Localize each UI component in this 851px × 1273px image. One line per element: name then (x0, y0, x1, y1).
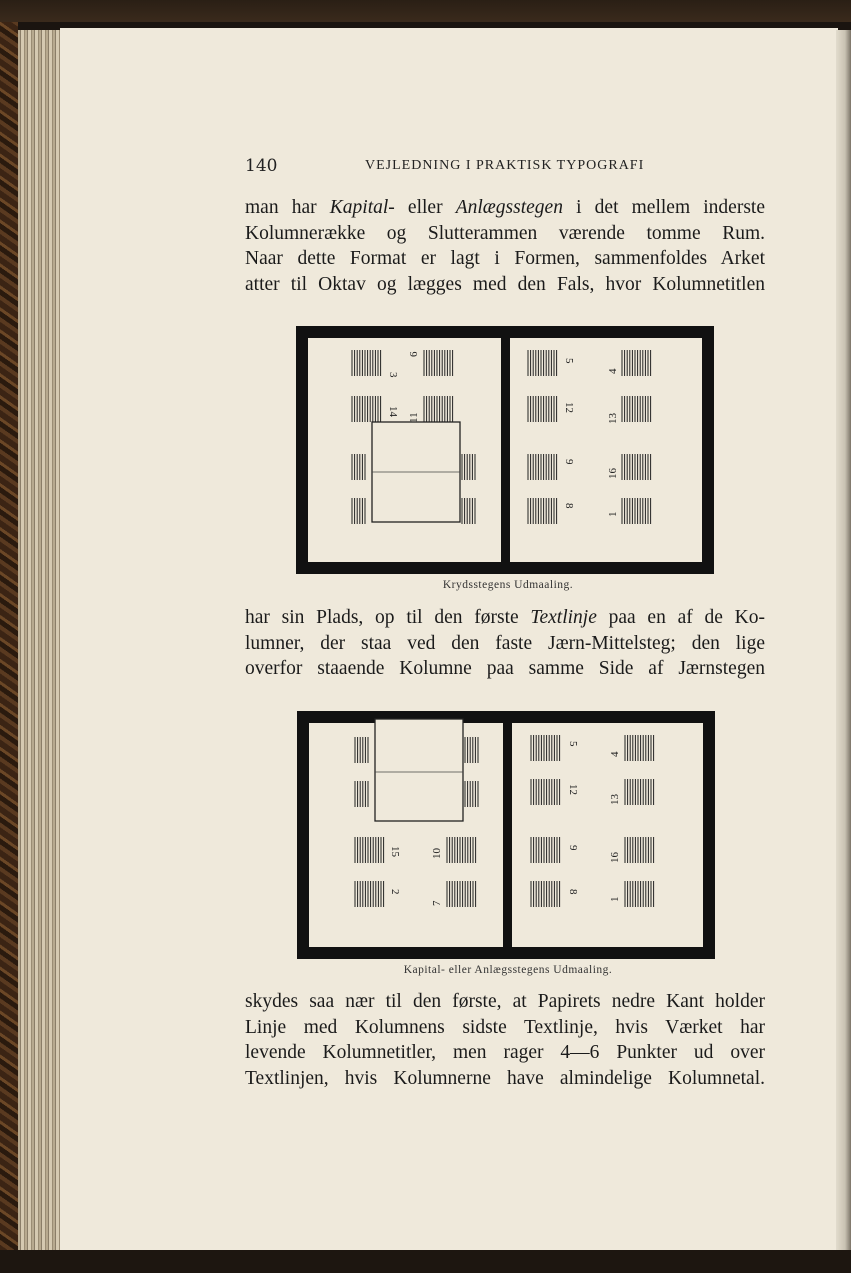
page-number-12: 12 (567, 784, 579, 795)
paragraph-3-line-4: Textlinjen, hvis Kolumnerne have almindelige Kolumnetal. (245, 1067, 765, 1089)
paragraph-1 (245, 195, 765, 297)
paragraph-3-line-2: Linje med Kolumnens sidste Textlinje, hvis Værket har (245, 1016, 765, 1038)
page-number-10: 10 (431, 848, 443, 859)
page-number-3: 3 (387, 372, 399, 378)
page-number-4: 4 (607, 368, 619, 374)
frame-left-bar (297, 711, 309, 959)
paragraph-1-line-4: atter til Oktav og lægges med den Fals, hvor Kolumnetitlen (245, 273, 765, 295)
page-number-6: 6 (408, 351, 420, 357)
page-number-9: 9 (567, 845, 579, 851)
frame-right-bar (703, 711, 715, 959)
page-number-8: 8 (563, 503, 575, 509)
right-column-lines-2 (531, 735, 654, 907)
book-cover-top (0, 0, 851, 22)
book-cover-bottom (0, 1250, 851, 1273)
frame-left-bar (296, 326, 308, 574)
paragraph-3-line-3: levende Kolumnetitler, men rager 4—6 Punkter ud over (245, 1042, 765, 1063)
paragraph-2-line-2: lumner, der staa ved den faste Jærn-Mittelsteg; den lige (245, 632, 765, 654)
frame-center-bar (503, 711, 512, 959)
paragraph-1-line-3: Naar dette Format er lagt i Formen, sammenfoldes Arket (245, 248, 765, 269)
figure-kryds-diagram (296, 326, 714, 574)
page-number-7: 7 (431, 900, 443, 906)
left-column-lines (352, 350, 475, 524)
paragraph-3 (245, 989, 765, 1091)
page-stack-edge (18, 30, 62, 1252)
paragraph-1-line-2: Kolumnerække og Slutterammen værende tomme Rum. (245, 222, 765, 244)
page-number-12: 12 (563, 402, 575, 413)
page-number-13: 13 (607, 413, 619, 424)
figure-2-caption: Kapital- eller Anlægsstegens Udmaaling. (403, 964, 613, 976)
page-number-1: 1 (609, 896, 621, 902)
page-number-1: 1 (607, 511, 619, 517)
page-number-15: 15 (389, 846, 401, 857)
page-number-5: 5 (567, 741, 579, 747)
page-number-2: 2 (389, 889, 401, 895)
paragraph-2 (245, 605, 765, 682)
page-number-16: 16 (607, 468, 619, 479)
page-number-16: 16 (609, 852, 621, 863)
paragraph-3-line-1: skydes saa nær til den første, at Papirets nedre Kant holder (245, 991, 765, 1012)
frame-center-bar (501, 326, 510, 574)
page-number-13: 13 (609, 794, 621, 805)
paragraph-2-line-1: har sin Plads, op til den første Textlinje paa en af de Ko- (245, 607, 765, 628)
page-number: 140 (245, 156, 278, 176)
page-number-11: 11 (408, 412, 420, 423)
paragraph-2-line-3: overfor staaende Kolumne paa samme Side af Jærnstegen (245, 658, 765, 679)
page-number-14: 14 (387, 406, 399, 417)
running-title: VEJLEDNING I PRAKTISK TYPOGRAFI (365, 158, 645, 173)
kapital-insert-box (375, 719, 463, 821)
right-column-lines (528, 350, 651, 524)
figure-1-caption: Krydsstegens Udmaaling. (442, 579, 574, 591)
running-head (245, 156, 765, 180)
page-right-edge (836, 30, 851, 1252)
frame-right-bar (702, 326, 714, 574)
page-number-8: 8 (567, 889, 579, 895)
marbled-cover-edge (0, 22, 18, 1252)
page-number-4: 4 (609, 751, 621, 757)
page-number-5: 5 (563, 358, 575, 364)
figure-kapital-diagram (297, 711, 715, 959)
page-number-9: 9 (563, 459, 575, 465)
paragraph-1-line-1: man har Kapital- eller Anlægsstegen i det mellem inderste (245, 197, 765, 218)
